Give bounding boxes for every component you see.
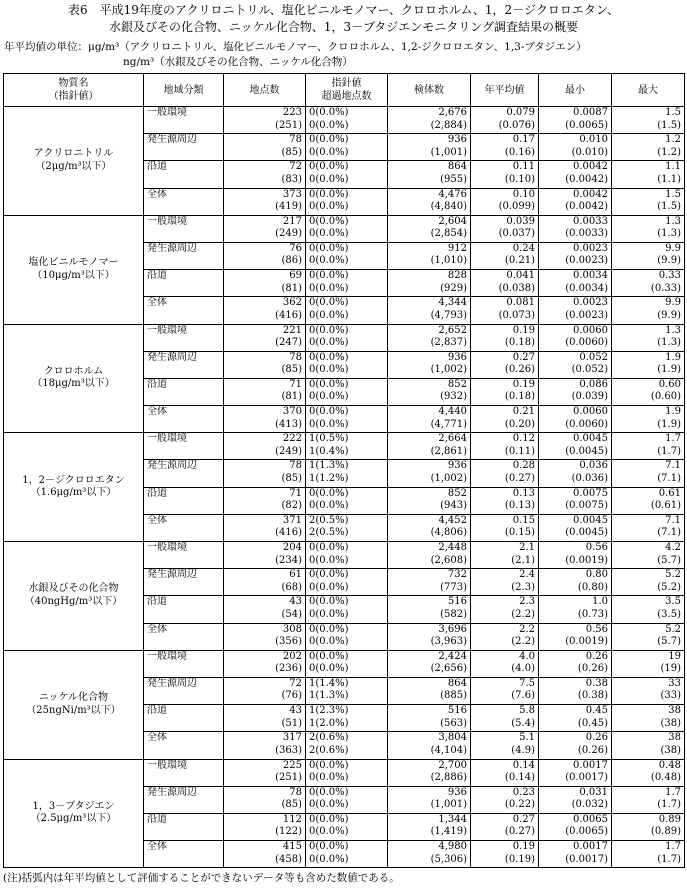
samples-cell: 936 (1,002)	[388, 460, 471, 487]
area-category-cell: 発生源周辺	[144, 677, 224, 704]
samples-cell: 864 (885)	[388, 677, 471, 704]
min-cell: 0.0042 (0.0042)	[539, 161, 612, 188]
max-cell: 9.9 (9.9)	[612, 297, 685, 324]
max-cell: 5.2 (5.7)	[612, 623, 685, 650]
sites-cell: 217 (249)	[224, 215, 306, 242]
exceed-cell: 0(0.0%) 0(0.0%)	[306, 542, 388, 569]
sites-cell: 43 (54)	[224, 596, 306, 623]
exceed-cell: 0(0.0%) 0(0.0%)	[306, 297, 388, 324]
area-category-cell: 一般環境	[144, 542, 224, 569]
area-category-cell: 発生源周辺	[144, 569, 224, 596]
mean-cell: 0.23 (0.22)	[471, 786, 539, 813]
area-category-cell: 沿道	[144, 813, 224, 840]
sites-cell: 69 (81)	[224, 270, 306, 297]
area-category-cell: 発生源周辺	[144, 134, 224, 161]
sites-cell: 222 (249)	[224, 433, 306, 460]
header-min: 最小	[539, 74, 612, 107]
mean-cell: 0.13 (0.13)	[471, 487, 539, 514]
samples-cell: 732 (773)	[388, 569, 471, 596]
max-cell: 1.5 (1.5)	[612, 107, 685, 134]
sites-cell: 72 (76)	[224, 677, 306, 704]
min-cell: 0.0045 (0.0045)	[539, 433, 612, 460]
sites-cell: 76 (86)	[224, 242, 306, 269]
mean-cell: 2.1 (2.1)	[471, 542, 539, 569]
exceed-cell: 0(0.0%) 0(0.0%)	[306, 596, 388, 623]
exceed-cell: 0(0.0%) 0(0.0%)	[306, 161, 388, 188]
sites-cell: 72 (83)	[224, 161, 306, 188]
max-cell: 4.2 (5.7)	[612, 542, 685, 569]
samples-cell: 852 (943)	[388, 487, 471, 514]
unit-line-1: 年平均値の単位：μg/m³（アクリロニトリル、塩化ビニルモノマー、クロロホルム、1,2-ジクロロエタン、1,3-ブタジエン）	[4, 41, 587, 53]
max-cell: 1.7 (1.7)	[612, 433, 685, 460]
min-cell: 0.0017 (0.0017)	[539, 841, 612, 868]
max-cell: 19 (19)	[612, 650, 685, 677]
min-cell: 0.0087 (0.0065)	[539, 107, 612, 134]
min-cell: 0.0034 (0.0034)	[539, 270, 612, 297]
monitoring-results-table	[3, 73, 685, 868]
sites-cell: 78 (85)	[224, 460, 306, 487]
sites-cell: 202 (236)	[224, 650, 306, 677]
min-cell: 0.0033 (0.0033)	[539, 215, 612, 242]
max-cell: 1.7 (1.7)	[612, 786, 685, 813]
area-category-cell: 発生源周辺	[144, 242, 224, 269]
samples-cell: 1,344 (1,419)	[388, 813, 471, 840]
area-category-cell: 全体	[144, 514, 224, 541]
exceed-cell: 0(0.0%) 0(0.0%)	[306, 786, 388, 813]
area-category-cell: 発生源周辺	[144, 460, 224, 487]
exceed-cell: 1(1.4%) 1(1.3%)	[306, 677, 388, 704]
min-cell: 0.036 (0.036)	[539, 460, 612, 487]
area-category-cell: 全体	[144, 406, 224, 433]
mean-cell: 0.041 (0.038)	[471, 270, 539, 297]
min-cell: 0.0045 (0.0045)	[539, 514, 612, 541]
area-category-cell: 沿道	[144, 487, 224, 514]
header-substance: 物質名 （指針値）	[4, 74, 144, 107]
exceed-cell: 2(0.5%) 2(0.5%)	[306, 514, 388, 541]
samples-cell: 4,980 (5,306)	[388, 841, 471, 868]
substance-name-cell: 1，2－ジクロロエタン （1.6μg/m³以下）	[4, 433, 144, 542]
area-category-cell: 全体	[144, 623, 224, 650]
exceed-cell: 0(0.0%) 0(0.0%)	[306, 406, 388, 433]
header-sites: 地点数	[224, 74, 306, 107]
mean-cell: 7.5 (7.6)	[471, 677, 539, 704]
max-cell: 0.60 (0.60)	[612, 378, 685, 405]
max-cell: 1.2 (1.2)	[612, 134, 685, 161]
min-cell: 0.031 (0.032)	[539, 786, 612, 813]
samples-cell: 3,804 (4,104)	[388, 732, 471, 759]
header-row	[4, 74, 685, 107]
title-line-1: 表6 平成19年度のアクリロニトリル、塩化ビニルモノマー、クロロホルム、1，2－ジクロロエタン、	[68, 3, 619, 17]
exceed-cell: 0(0.0%) 0(0.0%)	[306, 215, 388, 242]
substance-name-cell: 塩化ビニルモノマー （10μg/m³以下）	[4, 215, 144, 324]
max-cell: 0.89 (0.89)	[612, 813, 685, 840]
sites-cell: 78 (85)	[224, 351, 306, 378]
mean-cell: 5.8 (5.4)	[471, 705, 539, 732]
sites-cell: 112 (122)	[224, 813, 306, 840]
table-row	[4, 215, 685, 242]
area-category-cell: 一般環境	[144, 650, 224, 677]
mean-cell: 0.14 (0.14)	[471, 759, 539, 786]
min-cell: 0.0023 (0.0023)	[539, 297, 612, 324]
sites-cell: 78 (85)	[224, 786, 306, 813]
max-cell: 1.9 (1.9)	[612, 406, 685, 433]
exceed-cell: 0(0.0%) 0(0.0%)	[306, 188, 388, 215]
mean-cell: 0.12 (0.11)	[471, 433, 539, 460]
max-cell: 9.9 (9.9)	[612, 242, 685, 269]
header-exceed: 指針値 超過地点数	[306, 74, 388, 107]
mean-cell: 0.24 (0.21)	[471, 242, 539, 269]
sites-cell: 308 (356)	[224, 623, 306, 650]
mean-cell: 0.19 (0.18)	[471, 324, 539, 351]
min-cell: 0.56 (0.0019)	[539, 623, 612, 650]
mean-cell: 2.2 (2.2)	[471, 623, 539, 650]
max-cell: 7.1 (7.1)	[612, 460, 685, 487]
samples-cell: 2,664 (2,861)	[388, 433, 471, 460]
mean-cell: 0.15 (0.15)	[471, 514, 539, 541]
max-cell: 0.61 (0.61)	[612, 487, 685, 514]
max-cell: 7.1 (7.1)	[612, 514, 685, 541]
min-cell: 0.0075 (0.0075)	[539, 487, 612, 514]
max-cell: 38 (38)	[612, 732, 685, 759]
min-cell: 0.26 (0.26)	[539, 732, 612, 759]
sites-cell: 415 (458)	[224, 841, 306, 868]
header-max: 最大	[612, 74, 685, 107]
sites-cell: 223 (251)	[224, 107, 306, 134]
min-cell: 0.45 (0.45)	[539, 705, 612, 732]
mean-cell: 0.039 (0.037)	[471, 215, 539, 242]
max-cell: 1.3 (1.3)	[612, 324, 685, 351]
exceed-cell: 0(0.0%) 0(0.0%)	[306, 813, 388, 840]
sites-cell: 362 (416)	[224, 297, 306, 324]
exceed-cell: 0(0.0%) 0(0.0%)	[306, 841, 388, 868]
mean-cell: 0.28 (0.27)	[471, 460, 539, 487]
samples-cell: 516 (563)	[388, 705, 471, 732]
substance-name-cell: アクリロニトリル （2μg/m³以下）	[4, 107, 144, 216]
table-title	[0, 2, 687, 36]
samples-cell: 2,676 (2,884)	[388, 107, 471, 134]
exceed-cell: 0(0.0%) 0(0.0%)	[306, 759, 388, 786]
substance-name-cell: クロロホルム （18μg/m³以下）	[4, 324, 144, 433]
min-cell: 0.56 (0.0019)	[539, 542, 612, 569]
area-category-cell: 一般環境	[144, 215, 224, 242]
min-cell: 0.0060 (0.0060)	[539, 324, 612, 351]
exceed-cell: 2(0.6%) 2(0.6%)	[306, 732, 388, 759]
table-row	[4, 433, 685, 460]
min-cell: 0.010 (0.010)	[539, 134, 612, 161]
sites-cell: 61 (68)	[224, 569, 306, 596]
max-cell: 38 (38)	[612, 705, 685, 732]
samples-cell: 4,476 (4,840)	[388, 188, 471, 215]
exceed-cell: 0(0.0%) 0(0.0%)	[306, 324, 388, 351]
mean-cell: 0.27 (0.27)	[471, 813, 539, 840]
mean-cell: 0.079 (0.076)	[471, 107, 539, 134]
min-cell: 0.0017 (0.0017)	[539, 759, 612, 786]
sites-cell: 225 (251)	[224, 759, 306, 786]
exceed-cell: 0(0.0%) 0(0.0%)	[306, 623, 388, 650]
unit-description	[4, 40, 687, 70]
exceed-cell: 0(0.0%) 0(0.0%)	[306, 134, 388, 161]
samples-cell: 4,440 (4,771)	[388, 406, 471, 433]
mean-cell: 0.081 (0.073)	[471, 297, 539, 324]
samples-cell: 828 (929)	[388, 270, 471, 297]
sites-cell: 204 (234)	[224, 542, 306, 569]
substance-name-cell: ニッケル化合物 （25ngNi/m³以下）	[4, 650, 144, 759]
header-samples: 検体数	[388, 74, 471, 107]
samples-cell: 2,448 (2,608)	[388, 542, 471, 569]
max-cell: 5.2 (5.2)	[612, 569, 685, 596]
min-cell: 0.052 (0.052)	[539, 351, 612, 378]
area-category-cell: 沿道	[144, 705, 224, 732]
mean-cell: 4.0 (4.0)	[471, 650, 539, 677]
mean-cell: 5.1 (4.9)	[471, 732, 539, 759]
max-cell: 0.48 (0.48)	[612, 759, 685, 786]
samples-cell: 4,452 (4,806)	[388, 514, 471, 541]
max-cell: 1.9 (1.9)	[612, 351, 685, 378]
substance-name-cell: 1，3－ブタジエン （2.5μg/m³以下）	[4, 759, 144, 868]
max-cell: 33 (33)	[612, 677, 685, 704]
exceed-cell: 1(1.3%) 1(1.2%)	[306, 460, 388, 487]
min-cell: 0.26 (0.26)	[539, 650, 612, 677]
samples-cell: 912 (1,010)	[388, 242, 471, 269]
table-row	[4, 324, 685, 351]
samples-cell: 4,344 (4,793)	[388, 297, 471, 324]
exceed-cell: 0(0.0%) 0(0.0%)	[306, 650, 388, 677]
exceed-cell: 0(0.0%) 0(0.0%)	[306, 242, 388, 269]
area-category-cell: 沿道	[144, 596, 224, 623]
sites-cell: 370 (413)	[224, 406, 306, 433]
sites-cell: 43 (51)	[224, 705, 306, 732]
area-category-cell: 沿道	[144, 161, 224, 188]
header-mean: 年平均値	[471, 74, 539, 107]
sites-cell: 71 (82)	[224, 487, 306, 514]
area-category-cell: 発生源周辺	[144, 786, 224, 813]
max-cell: 1.3 (1.3)	[612, 215, 685, 242]
sites-cell: 221 (247)	[224, 324, 306, 351]
samples-cell: 2,424 (2,656)	[388, 650, 471, 677]
mean-cell: 0.19 (0.19)	[471, 841, 539, 868]
min-cell: 0.0060 (0.0060)	[539, 406, 612, 433]
mean-cell: 0.27 (0.26)	[471, 351, 539, 378]
area-category-cell: 一般環境	[144, 324, 224, 351]
exceed-cell: 0(0.0%) 0(0.0%)	[306, 487, 388, 514]
max-cell: 1.7 (1.7)	[612, 841, 685, 868]
mean-cell: 0.10 (0.099)	[471, 188, 539, 215]
samples-cell: 852 (932)	[388, 378, 471, 405]
exceed-cell: 0(0.0%) 0(0.0%)	[306, 351, 388, 378]
title-line-2: 水銀及びその化合物、ニッケル化合物、1，3－ブタジエンモニタリング調査結果の概要	[108, 20, 579, 34]
mean-cell: 2.4 (2.3)	[471, 569, 539, 596]
table-body	[4, 107, 685, 868]
min-cell: 0.0023 (0.0023)	[539, 242, 612, 269]
area-category-cell: 沿道	[144, 378, 224, 405]
mean-cell: 2.3 (2.2)	[471, 596, 539, 623]
max-cell: 0.33 (0.33)	[612, 270, 685, 297]
max-cell: 1.1 (1.1)	[612, 161, 685, 188]
sites-cell: 71 (81)	[224, 378, 306, 405]
samples-cell: 864 (955)	[388, 161, 471, 188]
min-cell: 0.0065 (0.0065)	[539, 813, 612, 840]
samples-cell: 3,696 (3,963)	[388, 623, 471, 650]
header-area: 地域分類	[144, 74, 224, 107]
substance-name-cell: 水銀及びその化合物 （40ngHg/m³以下）	[4, 542, 144, 651]
exceed-cell: 0(0.0%) 0(0.0%)	[306, 270, 388, 297]
table-row	[4, 107, 685, 134]
samples-cell: 936 (1,001)	[388, 134, 471, 161]
area-category-cell: 全体	[144, 841, 224, 868]
exceed-cell: 0(0.0%) 0(0.0%)	[306, 378, 388, 405]
min-cell: 0.086 (0.039)	[539, 378, 612, 405]
max-cell: 1.5 (1.5)	[612, 188, 685, 215]
min-cell: 1.0 (0.73)	[539, 596, 612, 623]
mean-cell: 0.17 (0.16)	[471, 134, 539, 161]
table-row	[4, 759, 685, 786]
min-cell: 0.80 (0.80)	[539, 569, 612, 596]
area-category-cell: 全体	[144, 297, 224, 324]
sites-cell: 371 (416)	[224, 514, 306, 541]
samples-cell: 2,604 (2,854)	[388, 215, 471, 242]
exceed-cell: 1(2.3%) 1(2.0%)	[306, 705, 388, 732]
exceed-cell: 0(0.0%) 0(0.0%)	[306, 569, 388, 596]
area-category-cell: 一般環境	[144, 107, 224, 134]
sites-cell: 78 (85)	[224, 134, 306, 161]
samples-cell: 516 (582)	[388, 596, 471, 623]
area-category-cell: 全体	[144, 732, 224, 759]
area-category-cell: 発生源周辺	[144, 351, 224, 378]
mean-cell: 0.19 (0.18)	[471, 378, 539, 405]
sites-cell: 317 (363)	[224, 732, 306, 759]
samples-cell: 936 (1,002)	[388, 351, 471, 378]
unit-line-2: ng/m³（水銀及びその化合物、ニッケル化合物）	[123, 56, 353, 68]
footnote: (注)括弧内は年平均値として評価することができないデータ等も含めた数値である。	[3, 872, 400, 884]
area-category-cell: 一般環境	[144, 759, 224, 786]
min-cell: 0.0042 (0.0042)	[539, 188, 612, 215]
samples-cell: 2,700 (2,886)	[388, 759, 471, 786]
min-cell: 0.38 (0.38)	[539, 677, 612, 704]
samples-cell: 2,652 (2,837)	[388, 324, 471, 351]
table-row	[4, 542, 685, 569]
area-category-cell: 全体	[144, 188, 224, 215]
sites-cell: 373 (419)	[224, 188, 306, 215]
area-category-cell: 一般環境	[144, 433, 224, 460]
mean-cell: 0.21 (0.20)	[471, 406, 539, 433]
max-cell: 3.5 (3.5)	[612, 596, 685, 623]
table-row	[4, 650, 685, 677]
mean-cell: 0.11 (0.10)	[471, 161, 539, 188]
exceed-cell: 0(0.0%) 0(0.0%)	[306, 107, 388, 134]
exceed-cell: 1(0.5%) 1(0.4%)	[306, 433, 388, 460]
area-category-cell: 沿道	[144, 270, 224, 297]
samples-cell: 936 (1,001)	[388, 786, 471, 813]
